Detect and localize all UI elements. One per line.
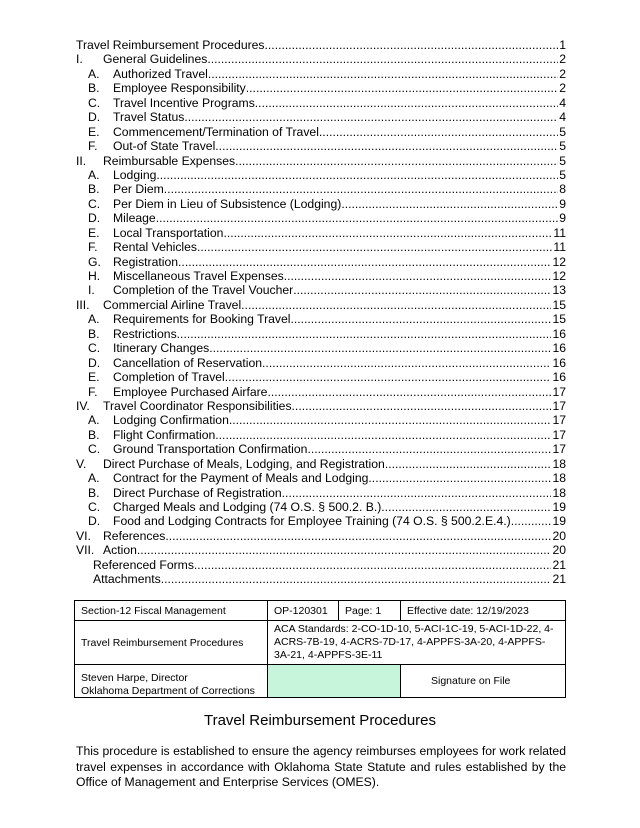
toc-entry-label: General Guidelines [103, 52, 208, 67]
toc-dot-leader [137, 543, 552, 557]
toc-dot-leader [385, 457, 552, 471]
toc-entry[interactable] [76, 125, 566, 139]
toc-entry[interactable] [76, 96, 566, 110]
toc-dot-leader [229, 413, 552, 427]
toc-dot-leader [177, 327, 552, 341]
toc-entry-number: B. [88, 485, 100, 500]
toc-entry-label: Direct Purchase of Registration [113, 485, 282, 500]
toc-entry-label: Authorized Travel [113, 66, 208, 81]
toc-entry-page: 4 [559, 95, 566, 110]
section-cell: Section-12 Fiscal Management [75, 601, 268, 621]
toc-dot-leader [215, 428, 551, 442]
toc-entry[interactable] [76, 413, 566, 427]
aca-standards-cell: ACA Standards: 2-CO-1D-10, 5-ACI-1C-19, 5-ACI-1D-22, 4-ACRS-7B-19, 4-ACRS-7D-17, 4-APPFS-3A-20, 4-APPFS-3A-21, 4-APPFS-3E-11 [268, 621, 566, 665]
toc-entry-page: 20 [552, 528, 566, 543]
toc-entry[interactable] [76, 67, 566, 81]
toc-dot-leader [184, 110, 558, 124]
toc-entry[interactable] [76, 283, 566, 297]
toc-entry-number: VI. [76, 528, 91, 543]
toc-entry[interactable] [76, 442, 566, 456]
toc-entry-number: C. [88, 500, 101, 514]
toc-entry-label: Out-of State Travel [113, 139, 216, 154]
toc-entry[interactable] [76, 356, 566, 370]
page-number-cell: Page: 1 [339, 601, 401, 621]
toc-entry-page: 2 [559, 66, 566, 81]
toc-entry[interactable] [76, 500, 566, 514]
toc-entry-number: D. [88, 355, 101, 370]
toc-dot-leader [223, 226, 552, 240]
toc-dot-leader [235, 154, 558, 168]
table-of-contents [76, 38, 566, 587]
toc-entry[interactable] [76, 385, 566, 399]
procedure-header-table [74, 600, 566, 698]
toc-entry[interactable] [76, 197, 566, 211]
toc-dot-leader [156, 168, 558, 182]
op-number-cell: OP-120301 [268, 601, 339, 621]
toc-entry-page: 18 [552, 485, 566, 500]
toc-entry[interactable] [76, 457, 566, 471]
procedure-title-cell: Travel Reimbursement Procedures [75, 621, 268, 665]
toc-entry[interactable] [76, 139, 566, 153]
toc-dot-leader [165, 529, 551, 543]
toc-entry-number: A. [88, 66, 100, 81]
toc-entry-page: 4 [559, 110, 566, 125]
toc-entry-number: A. [88, 312, 100, 327]
toc-dot-leader [267, 385, 551, 399]
document-title: Travel Reimbursement Procedures [203, 712, 437, 729]
toc-entry-number: F. [88, 240, 98, 255]
toc-dot-leader [161, 572, 552, 586]
toc-entry-page: 21 [552, 572, 566, 587]
toc-entry-number: E. [88, 124, 100, 139]
toc-entry[interactable] [76, 312, 566, 326]
toc-entry-page: 18 [552, 456, 566, 471]
toc-entry-page: 16 [552, 341, 566, 356]
toc-dot-leader [156, 211, 559, 225]
toc-dot-leader [381, 500, 551, 514]
toc-entry-label: Ground Transportation Confirmation [113, 442, 308, 457]
toc-dot-leader [341, 197, 558, 211]
toc-entry-page: 12 [552, 269, 566, 283]
toc-dot-leader [194, 558, 552, 572]
toc-entry[interactable] [76, 255, 566, 269]
toc-entry-number: I. [88, 283, 95, 298]
toc-entry-number: II. [76, 153, 87, 168]
toc-entry-page: 12 [552, 254, 566, 269]
toc-entry-page: 2 [559, 81, 566, 96]
toc-dot-leader [282, 486, 552, 500]
toc-entry-label: Restrictions [113, 326, 177, 341]
toc-entry-page: 19 [552, 514, 566, 529]
toc-entry-page: 18 [552, 471, 566, 486]
toc-entry-page: 11 [553, 240, 566, 255]
toc-entry[interactable] [76, 558, 566, 572]
toc-entry-label: Referenced Forms [93, 557, 194, 572]
toc-entry-label: Direct Purchase of Meals, Lodging, and Registration [103, 456, 385, 471]
toc-entry-page: 15 [552, 297, 566, 312]
toc-entry[interactable] [76, 168, 566, 182]
toc-entry-label: Lodging [113, 167, 157, 182]
toc-entry-page: 1 [559, 38, 566, 52]
toc-entry[interactable] [76, 110, 566, 124]
signature-status-cell: Signature on File [401, 665, 566, 698]
toc-entry-number: B. [88, 427, 100, 442]
toc-dot-leader [197, 240, 552, 254]
toc-entry-page: 5 [559, 167, 566, 182]
toc-entry-label: Travel Coordinator Responsibilities [103, 398, 292, 413]
toc-entry-label: Cancellation of Reservation [113, 355, 263, 370]
toc-entry-number: D. [88, 514, 101, 529]
toc-entry-label: Itinerary Changes [113, 341, 210, 356]
toc-entry-label: Commercial Airline Travel [103, 297, 242, 312]
toc-entry-number: G. [88, 254, 101, 269]
toc-entry-number: III. [76, 297, 90, 312]
toc-dot-leader [246, 81, 558, 95]
toc-entry[interactable] [76, 543, 566, 557]
toc-entry-number: C. [88, 95, 101, 110]
toc-entry-page: 16 [552, 370, 566, 385]
toc-dot-leader [290, 312, 551, 326]
toc-dot-leader [265, 38, 559, 52]
toc-entry-label: Flight Confirmation [113, 427, 216, 442]
toc-entry-label: Employee Responsibility [113, 81, 246, 96]
toc-entry-label: Reimbursable Expenses [103, 153, 236, 168]
toc-entry-number: B. [88, 326, 100, 341]
toc-entry-page: 13 [552, 283, 566, 298]
toc-entry[interactable] [76, 269, 566, 283]
toc-entry-number: C. [88, 196, 101, 211]
toc-entry[interactable] [76, 38, 566, 52]
toc-entry-label: Local Transportation [113, 225, 224, 240]
toc-entry-number: F. [88, 139, 98, 154]
toc-entry-label: Per Diem [113, 182, 164, 197]
director-name: Steven Harpe, Director [81, 672, 188, 684]
signature-area [268, 665, 401, 698]
toc-entry-number: D. [88, 110, 101, 125]
toc-entry[interactable] [76, 572, 566, 586]
toc-entry-page: 17 [552, 427, 566, 442]
toc-entry-label: Miscellaneous Travel Expenses [113, 269, 284, 283]
toc-entry-page: 5 [559, 139, 566, 154]
toc-dot-leader [319, 125, 558, 139]
toc-dot-leader [292, 399, 552, 413]
toc-entry-number: E. [88, 225, 100, 240]
toc-entry-number: VII. [76, 543, 95, 558]
toc-entry-page: 15 [552, 312, 566, 327]
toc-dot-leader [215, 139, 558, 153]
intro-paragraph: This procedure is established to ensure the agency reimburses employees for work related travel expenses in accordance with Oklahoma State Statute and rules established by the Office of Management and Enterprise Services (OMES). [76, 744, 566, 789]
toc-entry-page: 20 [552, 543, 566, 558]
toc-entry-number: B. [88, 81, 100, 96]
toc-entry-number: E. [88, 370, 100, 385]
toc-entry-number: I. [76, 52, 83, 67]
toc-entry-label: Requirements for Booking Travel [113, 312, 291, 327]
toc-entry[interactable] [76, 327, 566, 341]
toc-entry-page: 5 [559, 153, 566, 168]
toc-entry[interactable] [76, 211, 566, 225]
toc-entry-label: Commencement/Termination of Travel [113, 124, 319, 139]
toc-entry-label: Travel Reimbursement Procedures [76, 38, 265, 52]
toc-entry-page: 8 [559, 182, 566, 197]
toc-entry-number: V. [76, 456, 87, 471]
toc-entry-label: Charged Meals and Lodging (74 O.S. § 500.2. B.) [113, 500, 382, 514]
toc-dot-leader [368, 471, 551, 485]
department-name: Oklahoma Department of Corrections [81, 684, 255, 697]
toc-entry-label: Registration [113, 254, 179, 269]
toc-entry[interactable] [76, 514, 566, 528]
toc-dot-leader [511, 514, 552, 528]
toc-entry[interactable] [76, 486, 566, 500]
toc-entry-label: References [103, 528, 166, 543]
toc-entry-number: B. [88, 182, 100, 197]
toc-entry-number: H. [88, 269, 101, 283]
toc-dot-leader [225, 370, 552, 384]
toc-entry-page: 17 [552, 442, 566, 457]
toc-dot-leader [208, 67, 558, 81]
toc-entry-label: Attachments [93, 572, 161, 587]
toc-entry-label: Contract for the Payment of Meals and Lodging [113, 471, 369, 486]
toc-dot-leader [178, 255, 551, 269]
toc-entry-label: Travel Status [113, 110, 185, 125]
toc-entry-page: 2 [559, 52, 566, 67]
toc-entry-label: Travel Incentive Programs [113, 95, 255, 110]
toc-entry-label: Completion of the Travel Voucher [113, 283, 294, 298]
toc-entry[interactable] [76, 81, 566, 95]
effective-date-cell: Effective date: 12/19/2023 [401, 601, 566, 621]
toc-entry-page: 17 [552, 398, 566, 413]
toc-entry-number: A. [88, 167, 100, 182]
toc-entry-number: C. [88, 442, 101, 457]
toc-entry[interactable] [76, 529, 566, 543]
toc-dot-leader [262, 356, 551, 370]
toc-entry[interactable] [76, 240, 566, 254]
toc-entry[interactable] [76, 471, 566, 485]
toc-entry-label: Completion of Travel [113, 370, 225, 385]
toc-entry-number: F. [88, 384, 98, 399]
toc-entry[interactable] [76, 182, 566, 196]
toc-dot-leader [241, 298, 551, 312]
toc-entry[interactable] [76, 52, 566, 66]
toc-entry-page: 16 [552, 355, 566, 370]
toc-dot-leader [284, 269, 552, 283]
toc-dot-leader [307, 442, 551, 456]
toc-entry-label: Mileage [113, 211, 156, 226]
toc-entry-label: Lodging Confirmation [113, 413, 229, 428]
toc-entry-page: 17 [552, 384, 566, 399]
toc-entry-label: Action [103, 543, 137, 558]
toc-dot-leader [293, 283, 551, 297]
toc-entry-page: 19 [552, 500, 566, 514]
toc-entry[interactable] [76, 341, 566, 355]
toc-entry[interactable] [76, 428, 566, 442]
toc-entry-page: 9 [559, 211, 566, 226]
toc-entry[interactable] [76, 399, 566, 413]
toc-dot-leader [207, 52, 558, 66]
toc-entry-page: 17 [552, 413, 566, 428]
toc-entry[interactable] [76, 226, 566, 240]
toc-entry-page: 9 [559, 196, 566, 211]
toc-entry[interactable] [76, 298, 566, 312]
toc-entry-number: IV. [76, 398, 90, 413]
toc-entry-page: 11 [553, 225, 566, 240]
toc-entry-page: 21 [552, 557, 566, 572]
signatory-cell [75, 665, 268, 698]
toc-entry-number: D. [88, 211, 101, 226]
toc-dot-leader [255, 96, 558, 110]
toc-entry-page: 5 [559, 124, 566, 139]
toc-entry-page: 16 [552, 326, 566, 341]
toc-entry-number: A. [88, 471, 100, 486]
toc-entry[interactable] [76, 154, 566, 168]
toc-entry-label: Per Diem in Lieu of Subsistence (Lodging) [113, 196, 342, 211]
toc-entry-label: Employee Purchased Airfare [113, 384, 268, 399]
toc-entry-number: A. [88, 413, 100, 428]
toc-entry-label: Food and Lodging Contracts for Employee Training (74 O.S. § 500.2.E.4.) [113, 514, 511, 529]
toc-entry-label: Rental Vehicles [113, 240, 198, 255]
toc-entry[interactable] [76, 370, 566, 384]
toc-dot-leader [209, 341, 551, 355]
toc-dot-leader [164, 182, 558, 196]
toc-entry-number: C. [88, 341, 101, 356]
